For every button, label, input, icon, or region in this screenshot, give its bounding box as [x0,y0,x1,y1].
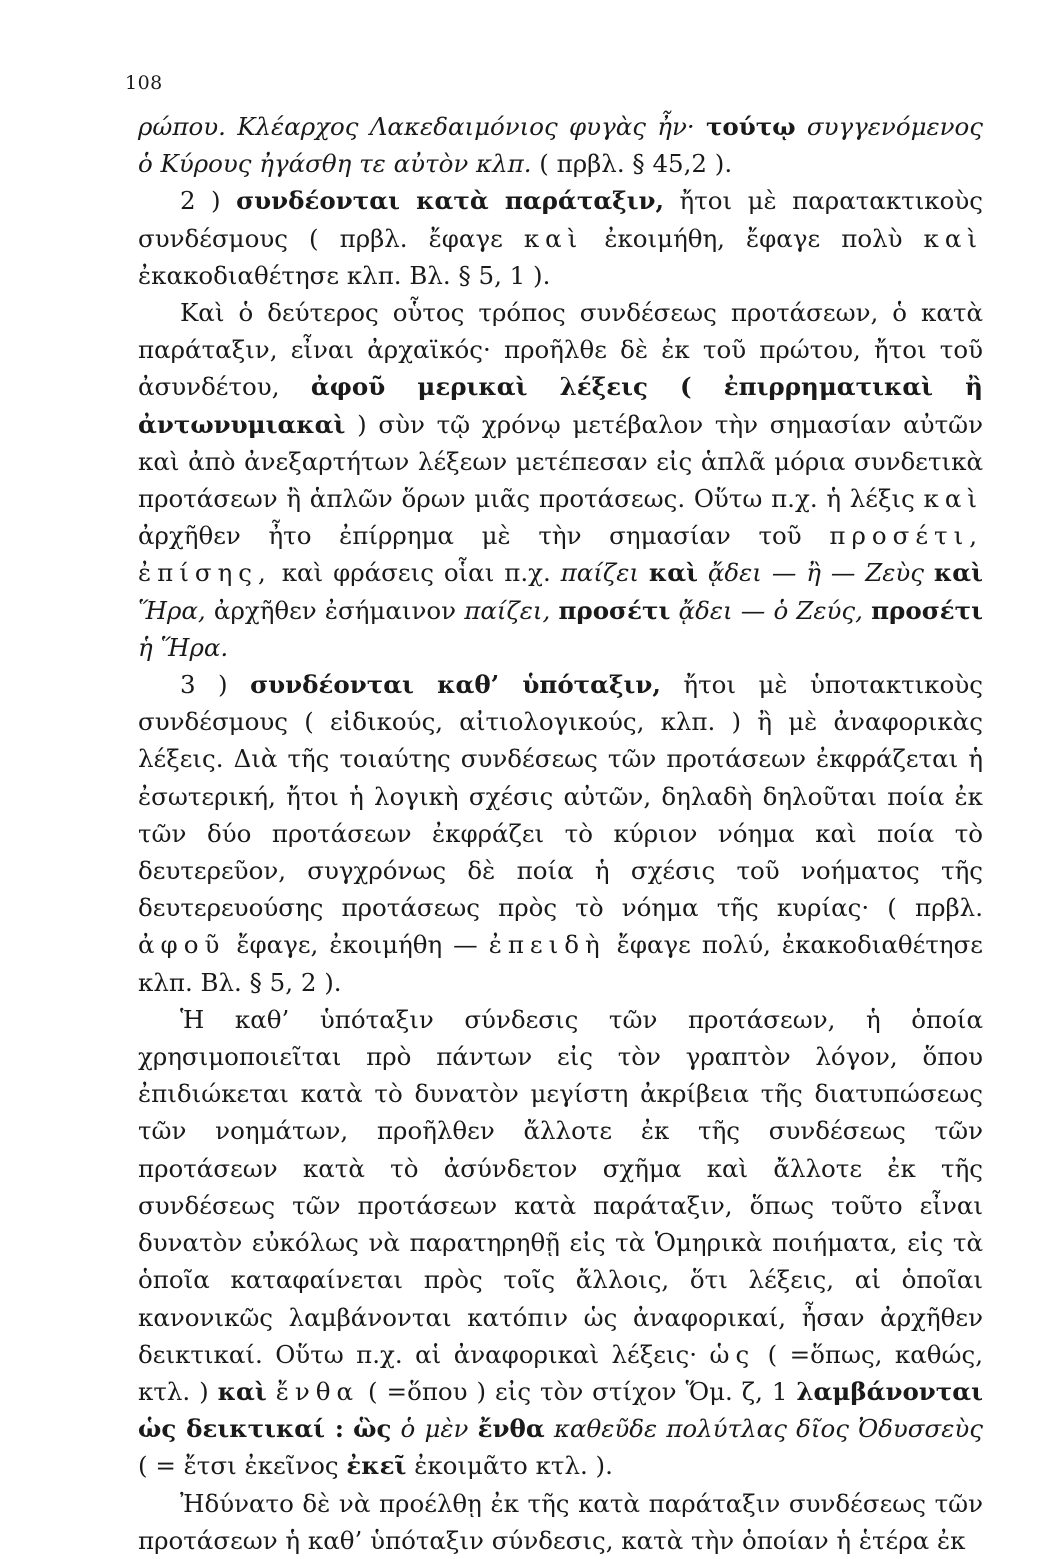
text-run: καὶ φράσεις οἷαι π.χ. [271,558,561,588]
text-run: ( =ὅπου ) εἰς τὸν στίχον Ὅμ. ζ, 1 [359,1376,797,1406]
text-run: ἤτοι μὲ ὑποτακτικοὺς συνδέσμους ( εἰδικούς, αἰτιολογικούς, κλπ. ) ἢ μὲ ἀναφορικὰς λέξεις. Διὰ τῆς τοιαύτης συνδέσεως τῶν προτάσεων ἐκφράζεται ἡ ἐσωτερική, ἤτοι ἡ λογικὴ σχέσις αὐτῶν, δηλαδὴ δηλοῦται ποία ἐκ τῶν δύο προτάσεων ἐκφράζει τὸ κύριον νόημα καὶ ποία τὸ δευτερεῦον, συγχρόνως δὲ ποία ἡ σχέσις τοῦ νοήματος τῆς δευτερευούσης προτάσεως πρὸς τὸ νόημα τῆς κυρίας· ( πρβλ. [138,670,983,923]
text-run: ἀρχῆθεν ἐσήμαινον [205,595,465,625]
text-run: καὶ [923,484,983,514]
text-run: προσέτι [558,595,671,625]
text-run: Ἡ καθ’ ὑπόταξιν σύνδεσις τῶν προτάσεων, ἡ ὁποία χρησιμοποιεῖται πρὸ πάντων εἰς τὸν γραπτὸν λόγον, ὅπου ἐπιδιώκεται κατὰ τὸ δυνατὸν μεγίστη ἀκρίβεια τῆς διατυπώσεως τῶν νοημάτων, προῆλθεν ἄλλοτε ἐκ τῆς συνδέσεως τῶν προτάσεων κατὰ τὸ ἀσύνδετον σχῆμα καὶ ἄλλοτε ἐκ τῆς συνδέσεως τῶν προτάσεων κατὰ παράταξιν, ὅπως τοῦτο εἶναι δυνατὸν εὐκόλως νὰ παρατηρηθῇ εἰς τὰ Ὁμηρικὰ ποιήματα, εἰς τὰ ὁποῖα καταφαίνεται πρὸς τοῖς ἄλλοις, ὅτι λέξεις, αἱ ὁποῖαι κανονικῶς λαμβάνονται κατόπιν ὡς ἀναφορικαί, ἦσαν ἀρχῆθεν δεικτικαί. Οὕτω π.χ. αἱ ἀναφορικαὶ λέξεις· [138,1004,983,1369]
text-run: προσέτι, ἐπίσης, [138,521,983,588]
paragraph-p3 [138,294,983,666]
text-run: συγγενόμενος ὁ Κύρους ἠγάσθη τε αὐτὸν κλπ. [138,112,983,179]
page-number: 108 [125,72,163,94]
text-run: ἀφοῦ μερικαὶ λέξεις ( ἐπιρρηματικαὶ ἢ ἀντωνυμιακαὶ [138,372,983,439]
text-run: συνδέονται κατὰ παράταξιν, [236,186,665,216]
text-run: καθεῦδε πολύτλας δῖος Ὀδυσσεὺς [544,1414,984,1444]
text-run: ἐκοιμήθη, ἔφαγε πολὺ [583,223,924,253]
text-run: ἀφοῦ [138,930,226,960]
text-run: ὁ μὲν [391,1414,478,1444]
text-run: ( = ἔτσι ἐκεῖνος [138,1451,347,1481]
text-run: ὡς [709,1339,756,1369]
text-run: ἐπειδὴ [488,930,606,960]
text-run: ( =ὅπως, καθώς, κτλ. ) [138,1339,983,1406]
text-run: ἐκακοδιαθέτησε κλπ. Βλ. § 5, 1 ). [138,260,551,290]
text-run [267,1377,276,1406]
text-run: καὶ [933,558,983,588]
text-run: ἡ Ἥρα. [138,632,229,662]
paragraph-p6 [138,1485,983,1559]
text-run: 3 ) [180,670,251,700]
text-run: προσέτι [871,595,983,625]
text-run: παίζει [560,558,649,588]
text-run: ἔνθα [477,1414,545,1444]
page-body [138,108,983,1559]
text-run: 2 ) [180,186,237,216]
text-run: ἔνθα [275,1376,360,1406]
text-run: καὶ [648,558,698,588]
text-run: ρώπου. Κλέαρχος Λακεδαιμόνιος φυγὰς ἦν· [138,112,706,141]
text-run: Καὶ ὁ δεύτερος οὗτος τρόπος συνδέσεως προτάσεων, ὁ κατὰ παράταξιν, εἶναι ἀρχαϊκός· προῆλθε δὲ ἐκ τοῦ πρώτου, ἤτοι τοῦ ἀσυνδέτου, [138,298,983,402]
text-run: ἀρχῆθεν ἦτο ἐπίρρημα μὲ τὴν σημασίαν τοῦ [138,521,830,551]
text-run: παίζει, [464,595,559,625]
text-run: ἔφαγε, ἐκοιμήθη — [225,930,489,960]
text-run: Ἥρα, [138,595,206,625]
paragraph-p2 [138,182,983,294]
text-run: τούτῳ [705,112,796,141]
text-run: ᾄδει — ὁ Ζεύς, [670,595,872,625]
text-run: συνδέονται καθ’ ὑπόταξιν, [250,670,661,700]
text-run: καὶ [523,223,584,253]
paragraph-p1 [138,108,983,182]
paragraph-p4 [138,666,983,1001]
text-run: ἐκεῖ [346,1451,407,1481]
text-run: ( πρβλ. § 45,2 ). [531,149,733,179]
paragraph-p5 [138,1001,983,1485]
text-run [344,1414,353,1443]
text-run: ἐκοιμᾶτο κτλ. ). [406,1451,613,1481]
text-run: ᾄδει — ἢ — Ζεὺς [697,558,934,588]
text-run: Ἠδύνατο δὲ νὰ προέλθῃ ἐκ τῆς κατὰ παράταξιν συνδέσεως τῶν προτάσεων ἡ καθ’ ὑπόταξιν σύνδεσις, κατὰ τὴν ὁποίαν ἡ ἑτέρα ἐκ [138,1488,983,1555]
text-run: καὶ [217,1376,267,1406]
text-run: ) σὺν τῷ χρόνῳ μετέβαλον τὴν σημασίαν αὐτῶν καὶ ἀπὸ ἀνεξαρτήτων λέξεων μετέπεσαν εἰς ἁπλᾶ μόρια συνδετικὰ προτάσεων ἢ ἁπλῶν ὅρων μιᾶς προτάσεως. Οὕτω π.χ. ἡ λέξις [138,409,983,514]
text-run: ὣς [353,1414,392,1444]
text-run: καὶ [923,223,983,253]
text-run: ἔφαγε πολύ, ἐκακοδιαθέτησε κλπ. Βλ. § 5, 2 ). [138,930,983,997]
text-run: ἤτοι μὲ παρατακτικοὺς συνδέσμους ( πρβλ. ἔφαγε [138,186,983,253]
text-run: λαμβάνονται ὡς δεικτικαί : [138,1376,983,1444]
